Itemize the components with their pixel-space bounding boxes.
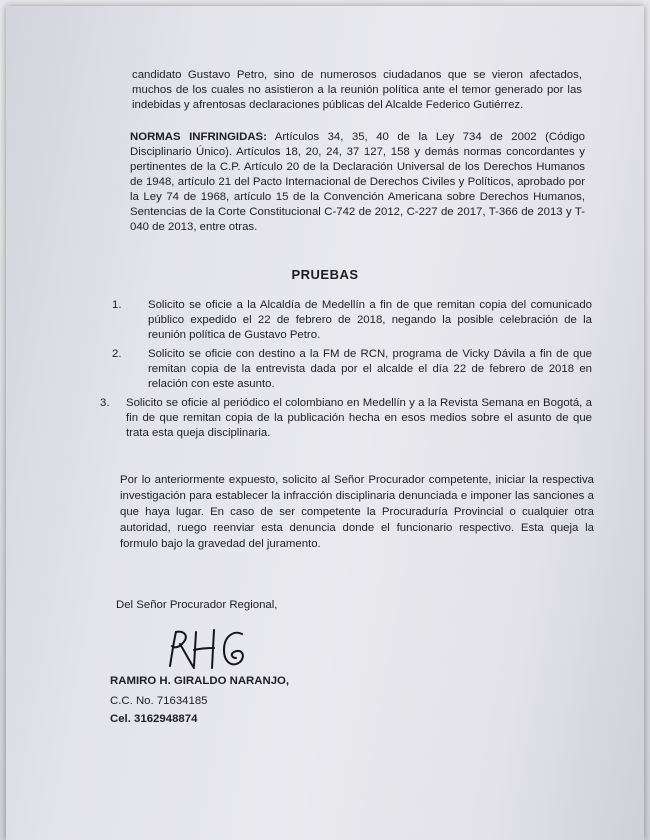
pruebas-list — [100, 298, 592, 445]
signer-id-number: C.C. No. 71634185 — [110, 695, 208, 707]
list-item-text: Solicito se oficie al periódico el colombiano en Medellín y a la Revista Semana en Bogotá, a fin de que remitan copia de la publicación hecha en esos medios sobre el asunto de que trata esta queja disciplinaria. — [126, 397, 592, 439]
conclusion-paragraph: Por lo anteriormente expuesto, solicito al Señor Procurador competente, iniciar la respectiva investigación para establecer la infracción disciplinaria denunciada e imponer las sanciones a que haya lugar. En caso de ser competente la Procuraduría Provincial o cualquier otra autoridad, ruego reenviar esta denuncia donde el funcionario respectivo. Esta queja la formulo bajo la gravedad del juramento. — [120, 474, 594, 550]
list-item-text: Solicito se oficie con destino a la FM de RCN, programa de Vicky Dávila a fin de que remitan copia de la entrevista dada por el alcalde el día 22 de febrero de 2018 en relación con este asunto. — [148, 348, 592, 390]
handwritten-signature — [162, 626, 252, 674]
list-item-number: 2. — [112, 348, 122, 360]
list-item — [100, 396, 592, 441]
paragraph-context: candidato Gustavo Petro, sino de numerosos ciudadanos que se vieron afectados, muchos de los cuales no asistieron a la reunión política ante el temor generado por las indebidas y afrentosas declaraciones públicas del Alcalde Federico Gutiérrez. — [132, 69, 582, 111]
list-item — [112, 298, 592, 343]
phone-label: Cel. — [110, 713, 131, 725]
signer-name: RAMIRO H. GIRALDO NARANJO, — [110, 675, 290, 687]
list-item-text: Solicito se oficie a la Alcaldía de Medellín a fin de que remitan copia del comunicado público expedido el 22 de febrero de 2018, negando la posible celebración de la reunión política de Gustavo Petro. — [148, 299, 592, 341]
normas-infringidas-paragraph — [130, 130, 585, 235]
list-item-number: 1. — [112, 299, 122, 311]
list-item-number: 3. — [100, 397, 110, 409]
pruebas-heading: PRUEBAS — [291, 267, 359, 282]
list-item — [112, 347, 592, 392]
normas-label: NORMAS INFRINGIDAS: — [130, 131, 267, 143]
signer-phone — [110, 712, 197, 727]
closing-salutation: Del Señor Procurador Regional, — [116, 599, 278, 611]
phone-value: 3162948874 — [130, 713, 198, 725]
normas-text: Artículos 34, 35, 40 de la Ley 734 de 2002 (Código Disciplinario Único). Artículos 18, 20, 24, 37 127, 158 y demás normas concordantes y pertinentes de la C.P. Artículo 20 de la Declaración Universal de los Derechos Humanos de 1948, artículo 21 del Pacto Internacional de Derechos Civiles y Políticos, aprobado por la Ley 74 de 1968, artículo 15 de la Convención Americana sobre Derechos Humanos, Sentencias de la Corte Constitucional C-742 de 2012, C-227 de 2017, T-366 de 2013 y T-040 de 2013, entre otras. — [130, 131, 585, 233]
